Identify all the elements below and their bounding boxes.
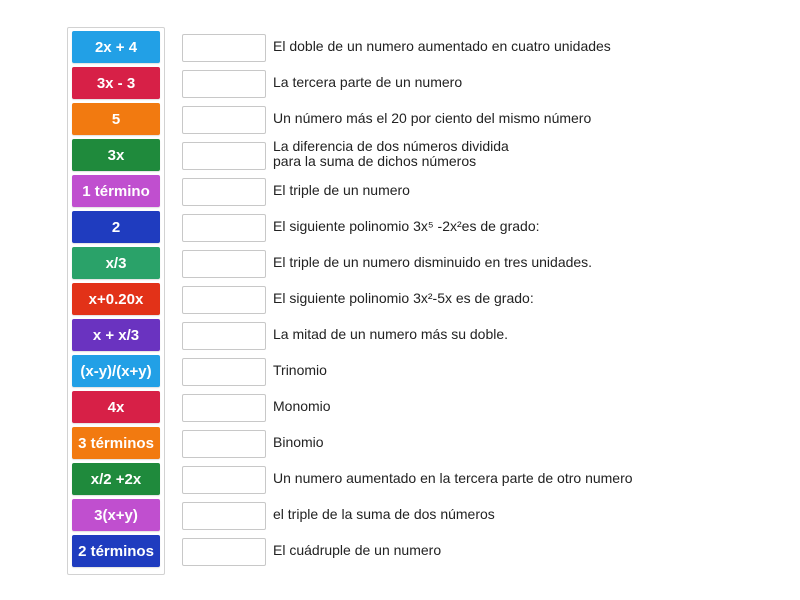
clue-text xyxy=(273,67,773,97)
answer-tile[interactable]: 2 xyxy=(72,211,160,243)
clue-text xyxy=(273,463,773,493)
clue-line: Un número más el 20 por ciento del mismo número xyxy=(273,109,592,126)
clue-line: Binomio xyxy=(273,433,324,450)
clue-text xyxy=(273,175,773,205)
answer-tile[interactable]: 3x - 3 xyxy=(72,67,160,99)
clue-text xyxy=(273,535,773,565)
drop-slot[interactable] xyxy=(182,538,266,566)
clue-text xyxy=(273,211,773,241)
clue-text xyxy=(273,499,773,529)
answer-tile[interactable]: (x-y)/(x+y) xyxy=(72,355,160,387)
drop-slot[interactable] xyxy=(182,358,266,386)
clue-text xyxy=(273,319,773,349)
drop-slot[interactable] xyxy=(182,430,266,458)
answer-tile[interactable]: x/2 +2x xyxy=(72,463,160,495)
answer-tile[interactable]: 3 términos xyxy=(72,427,160,459)
answer-tiles-panel xyxy=(67,27,165,575)
drop-slot[interactable] xyxy=(182,142,266,170)
drop-slot[interactable] xyxy=(182,34,266,62)
drop-slot[interactable] xyxy=(182,106,266,134)
answer-tile[interactable]: 5 xyxy=(72,103,160,135)
drop-slot[interactable] xyxy=(182,250,266,278)
clue-line: el triple de la suma de dos números xyxy=(273,505,495,522)
drop-slot[interactable] xyxy=(182,394,266,422)
drop-slot[interactable] xyxy=(182,178,266,206)
clue-line: para la suma de dichos números xyxy=(273,153,477,169)
drop-slot[interactable] xyxy=(182,70,266,98)
clue-line: El siguiente polinomio 3x²-5x es de grado: xyxy=(273,289,534,306)
answer-tile[interactable]: 2 términos xyxy=(72,535,160,567)
answer-tile[interactable]: 3x xyxy=(72,139,160,171)
drop-slot[interactable] xyxy=(182,466,266,494)
answer-tile[interactable]: x+0.20x xyxy=(72,283,160,315)
drop-slot[interactable] xyxy=(182,286,266,314)
clue-line: La diferencia de dos números dividida xyxy=(273,138,509,154)
clue-line: El cuádruple de un numero xyxy=(273,541,442,558)
answer-tile[interactable]: x + x/3 xyxy=(72,319,160,351)
clue-line: Un numero aumentado en la tercera parte de otro numero xyxy=(273,469,633,486)
drop-slot[interactable] xyxy=(182,214,266,242)
clue-text xyxy=(273,247,773,277)
clue-text xyxy=(273,31,773,61)
clue-text xyxy=(273,355,773,385)
clue-line: Trinomio xyxy=(273,361,327,378)
clue-line: El triple de un numero disminuido en tres unidades. xyxy=(273,253,593,270)
clue-line: Monomio xyxy=(273,397,331,414)
clue-line: La mitad de un numero más su doble. xyxy=(273,325,509,342)
answer-tile[interactable]: 3(x+y) xyxy=(72,499,160,531)
clue-line: El doble de un numero aumentado en cuatro unidades xyxy=(273,37,611,54)
clue-text xyxy=(273,427,773,457)
answer-tile[interactable]: 4x xyxy=(72,391,160,423)
clue-line: El triple de un numero xyxy=(273,181,410,198)
clue-line: El siguiente polinomio 3x⁵ -2x²es de grado: xyxy=(273,217,540,234)
clue-text xyxy=(273,283,773,313)
answer-tile[interactable]: 2x + 4 xyxy=(72,31,160,63)
drop-slot[interactable] xyxy=(182,322,266,350)
answer-tile[interactable]: 1 término xyxy=(72,175,160,207)
clue-text xyxy=(273,391,773,421)
clue-line: La tercera parte de un numero xyxy=(273,73,463,90)
clue-text xyxy=(273,139,773,169)
answer-tile[interactable]: x/3 xyxy=(72,247,160,279)
drop-slot[interactable] xyxy=(182,502,266,530)
clue-text xyxy=(273,103,773,133)
